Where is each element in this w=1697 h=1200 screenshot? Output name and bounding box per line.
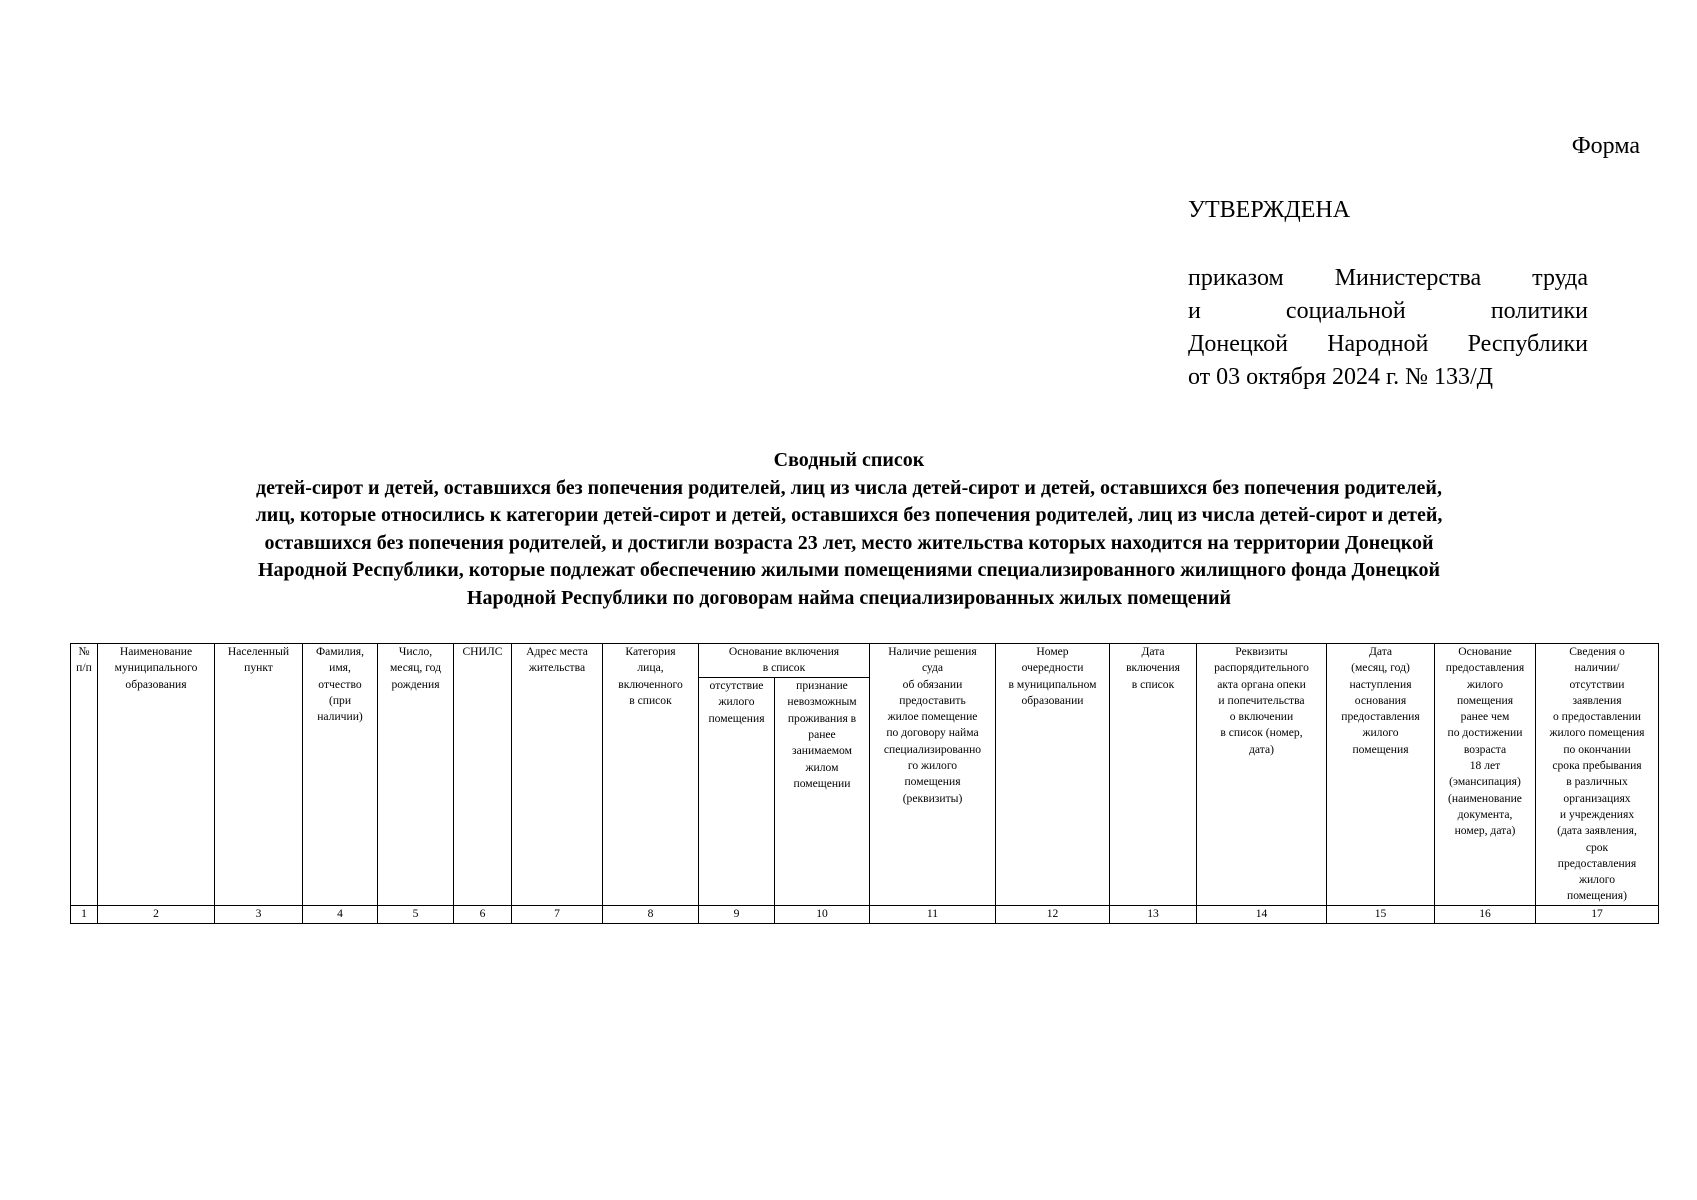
header-cell-guardianship-act: Реквизиты распорядительного акта органа опеки и попечительства о включении в список (номер, дата) xyxy=(1197,644,1327,906)
register-table xyxy=(70,643,1659,924)
header-cell-settlement: Населенный пункт xyxy=(215,644,303,906)
column-number-cell: 7 xyxy=(512,905,603,923)
header-cell-address: Адрес места жительства xyxy=(512,644,603,906)
column-number-cell: 14 xyxy=(1197,905,1327,923)
title-line: Народной Республики, которые подлежат обеспечению жилыми помещениями специализированного жилищного фонда Донецкой xyxy=(257,559,1441,581)
column-number-cell: 6 xyxy=(454,905,512,923)
column-number-cell: 13 xyxy=(1110,905,1197,923)
column-number-cell: 9 xyxy=(699,905,775,923)
header-cell-inclusion-date: Дата включения в список xyxy=(1110,644,1197,906)
column-number-cell: 17 xyxy=(1536,905,1659,923)
column-number-cell: 2 xyxy=(98,905,215,923)
subheader-cell-no-housing: отсутствие жилого помещения xyxy=(699,678,775,906)
title-line: детей-сирот и детей, оставшихся без попечения родителей, лиц из числа детей-сирот и детей, оставшихся без попечения родителей, xyxy=(256,476,1442,499)
form-label: Форма xyxy=(1571,133,1640,159)
column-number-cell: 1 xyxy=(71,905,98,923)
header-cell-court-decision: Наличие решения суда об обязании предоставить жилое помещение по договору найма специализированно го жилого помещения (реквизиты) xyxy=(870,644,996,906)
subheader-cell-impossible-residence: признание невозможным проживания в ранее занимаемом жилом помещении xyxy=(775,678,870,906)
column-number-cell: 16 xyxy=(1435,905,1536,923)
order-line: и социальной политики xyxy=(1188,298,1588,324)
header-cell-application-info: Сведения о наличии/ отсутствии заявления о предоставлении жилого помещения по окончании срока пребывания в различных организациях и учреждениях (дата заявления, срок предоставления жилого помещения) xyxy=(1536,644,1659,906)
column-number-cell: 8 xyxy=(603,905,699,923)
title-line: лиц, которые относились к категории детей-сирот и детей, оставшихся без попечения родителей, лиц из числа детей-сирот и детей, xyxy=(255,504,1443,526)
header-cell-provision-date: Дата (месяц, год) наступления основания предоставления жилого помещения xyxy=(1327,644,1435,906)
order-line: приказом Министерства труда xyxy=(1188,265,1588,291)
header-cell-category: Категория лица, включенного в список xyxy=(603,644,699,906)
order-line: Донецкой Народной Республики xyxy=(1188,331,1588,357)
column-number-cell: 4 xyxy=(303,905,378,923)
title-line: оставшихся без попечения родителей, и достигли возраста 23 лет, место жительства которых находится на территории Донецкой xyxy=(264,531,1434,554)
column-number-cell: 3 xyxy=(215,905,303,923)
header-cell-queue-number: Номер очередности в муниципальном образовании xyxy=(996,644,1110,906)
header-cell-municipality: Наименование муниципального образования xyxy=(98,644,215,906)
order-reference xyxy=(1188,262,1588,394)
header-cell-inclusion-basis: Основание включения в список xyxy=(699,644,870,678)
column-number-cell: 11 xyxy=(870,905,996,923)
header-cell-birth-date: Число, месяц, год рождения xyxy=(378,644,454,906)
approved-label: УТВЕРЖДЕНА xyxy=(1188,197,1351,223)
header-cell-early-provision: Основание предоставления жилого помещения ранее чем по достижении возраста 18 лет (эмансипация) (наименование документа, номер, дата) xyxy=(1435,644,1536,906)
title-line: Сводный список xyxy=(773,449,925,471)
column-number-cell: 5 xyxy=(378,905,454,923)
column-number-cell: 15 xyxy=(1327,905,1435,923)
column-number-cell: 10 xyxy=(775,905,870,923)
column-number-cell: 12 xyxy=(996,905,1110,923)
order-line: от 03 октября 2024 г. № 133/Д xyxy=(1188,364,1494,390)
header-cell-full-name: Фамилия, имя, отчество (при наличии) xyxy=(303,644,378,906)
document-title xyxy=(110,447,1588,612)
title-line: Народной Республики по договорам найма специализированных жилых помещений xyxy=(466,586,1232,609)
header-cell-number: № п/п xyxy=(71,644,98,906)
header-cell-snils: СНИЛС xyxy=(454,644,512,906)
